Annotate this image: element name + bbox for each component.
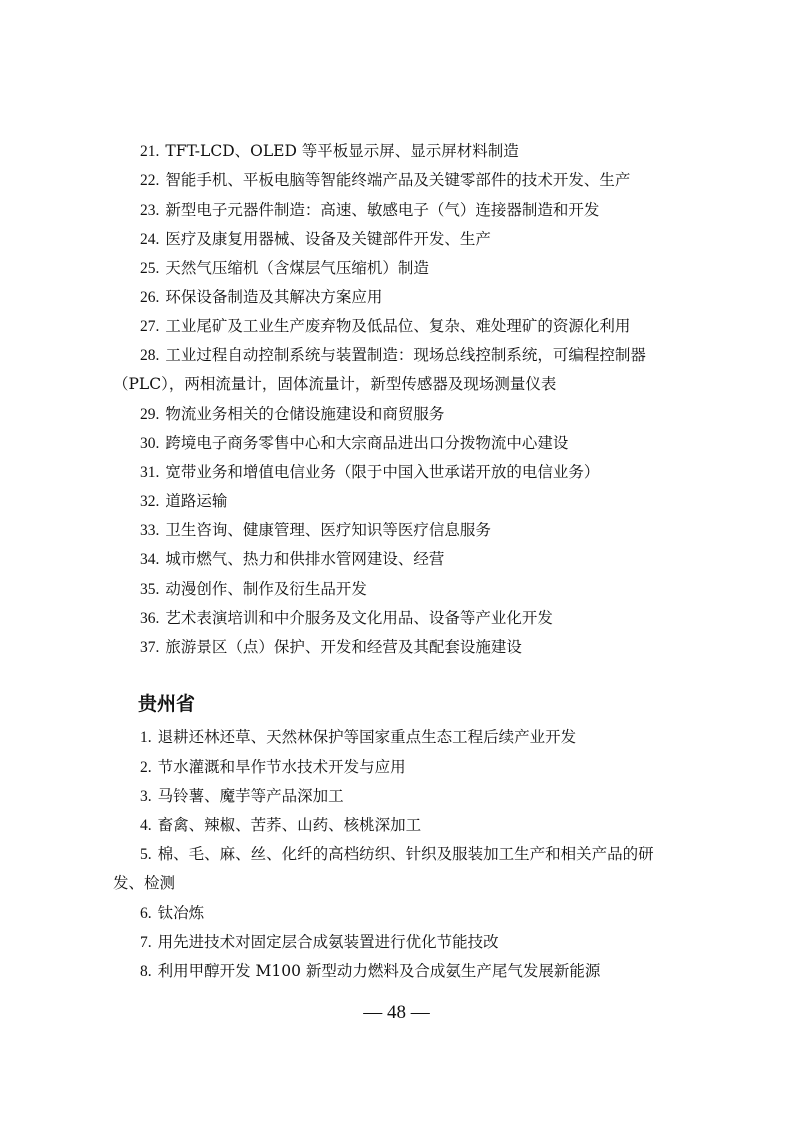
item-number: 1. <box>140 729 152 746</box>
item-number: 37. <box>140 639 160 656</box>
list-item <box>113 903 713 924</box>
item-number: 30. <box>140 435 160 452</box>
item-number: 21. <box>140 143 160 160</box>
item-number: 3. <box>140 788 152 805</box>
list-item <box>113 932 713 953</box>
item-number: 25. <box>140 260 160 277</box>
item-text: 道路运输 <box>165 492 228 510</box>
item-text: 工业过程自动控制系统与装置制造：现场总线控制系统，可编程控制器 <box>165 346 646 364</box>
item-text: 钛冶炼 <box>157 904 205 922</box>
list-item <box>113 258 713 279</box>
item-text: TFT-LCD、OLED 等平板显示屏、显示屏材料制造 <box>165 142 519 160</box>
item-text: 节水灌溉和旱作节水技术开发与应用 <box>157 758 406 776</box>
list-item <box>113 287 713 308</box>
page-number: — 48 — <box>363 1002 430 1023</box>
list-item <box>113 840 713 898</box>
list-item <box>113 727 713 748</box>
item-text: 环保设备制造及其解决方案应用 <box>165 288 383 306</box>
item-number: 36. <box>140 610 160 627</box>
item-text-continuation: （PLC），两相流量计，固体流量计，新型传感器及现场测量仪表 <box>113 375 557 393</box>
item-text: 卫生咨询、健康管理、医疗知识等医疗信息服务 <box>165 521 491 539</box>
list-item <box>113 433 713 454</box>
item-text: 天然气压缩机（含煤层气压缩机）制造 <box>165 259 429 277</box>
item-text: 用先进技术对固定层合成氨装置进行优化节能技改 <box>157 933 499 951</box>
item-number: 23. <box>140 202 160 219</box>
list-item <box>113 229 713 250</box>
section-title: 贵州省 <box>138 693 196 715</box>
list-item <box>113 491 713 512</box>
item-number: 26. <box>140 289 160 306</box>
list-item <box>113 141 713 162</box>
item-number: 35. <box>140 581 160 598</box>
list-item <box>113 462 713 483</box>
item-text: 城市燃气、热力和供排水管网建设、经营 <box>165 550 445 568</box>
item-number: 8. <box>140 963 152 980</box>
item-number: 22. <box>140 172 160 189</box>
item-number: 34. <box>140 551 160 568</box>
item-number: 6. <box>140 905 152 922</box>
list-item <box>113 520 713 541</box>
item-text: 医疗及康复用器械、设备及关键部件开发、生产 <box>165 230 491 248</box>
item-number: 5. <box>140 846 152 863</box>
list-item <box>113 608 713 629</box>
list-item <box>113 637 713 658</box>
list-item <box>113 316 713 337</box>
item-number: 7. <box>140 934 152 951</box>
item-number: 29. <box>140 406 160 423</box>
item-text: 马铃薯、魔芋等产品深加工 <box>157 787 344 805</box>
list-item <box>113 200 713 221</box>
item-text: 智能手机、平板电脑等智能终端产品及关键零部件的技术开发、生产 <box>165 171 631 189</box>
item-text: 畜禽、辣椒、苦荞、山药、核桃深加工 <box>157 816 422 834</box>
item-number: 32. <box>140 493 160 510</box>
item-text: 宽带业务和增值电信业务（限于中国入世承诺开放的电信业务） <box>165 463 600 481</box>
item-number: 2. <box>140 759 152 776</box>
list-item <box>113 341 713 399</box>
item-number: 28. <box>140 347 160 364</box>
list-item <box>113 170 713 191</box>
item-number: 4. <box>140 817 152 834</box>
item-text: 新型电子元器件制造：高速、敏感电子（气）连接器制造和开发 <box>165 201 600 219</box>
list-item <box>113 786 713 807</box>
list-item <box>113 757 713 778</box>
list-item <box>113 961 713 982</box>
list-item <box>113 404 713 425</box>
item-number: 24. <box>140 231 160 248</box>
item-text: 动漫创作、制作及衍生品开发 <box>165 580 367 598</box>
item-text: 工业尾矿及工业生产废弃物及低品位、复杂、难处理矿的资源化利用 <box>165 317 631 335</box>
item-text: 退耕还林还草、天然林保护等国家重点生态工程后续产业开发 <box>157 728 577 746</box>
item-number: 27. <box>140 318 160 335</box>
list-item <box>113 549 713 570</box>
item-text: 利用甲醇开发 M100 新型动力燃料及合成氨生产尾气发展新能源 <box>157 962 601 980</box>
item-text: 棉、毛、麻、丝、化纤的高档纺织、针织及服装加工生产和相关产品的研 <box>157 845 654 863</box>
item-text: 旅游景区（点）保护、开发和经营及其配套设施建设 <box>165 638 522 656</box>
list-item <box>113 815 713 836</box>
item-text: 物流业务相关的仓储设施建设和商贸服务 <box>165 405 445 423</box>
item-text: 艺术表演培训和中介服务及文化用品、设备等产业化开发 <box>165 609 553 627</box>
item-text: 跨境电子商务零售中心和大宗商品进出口分拨物流中心建设 <box>165 434 569 452</box>
list-item <box>113 579 713 600</box>
item-number: 33. <box>140 522 160 539</box>
item-number: 31. <box>140 464 160 481</box>
item-text-continuation: 发、检测 <box>113 874 176 892</box>
